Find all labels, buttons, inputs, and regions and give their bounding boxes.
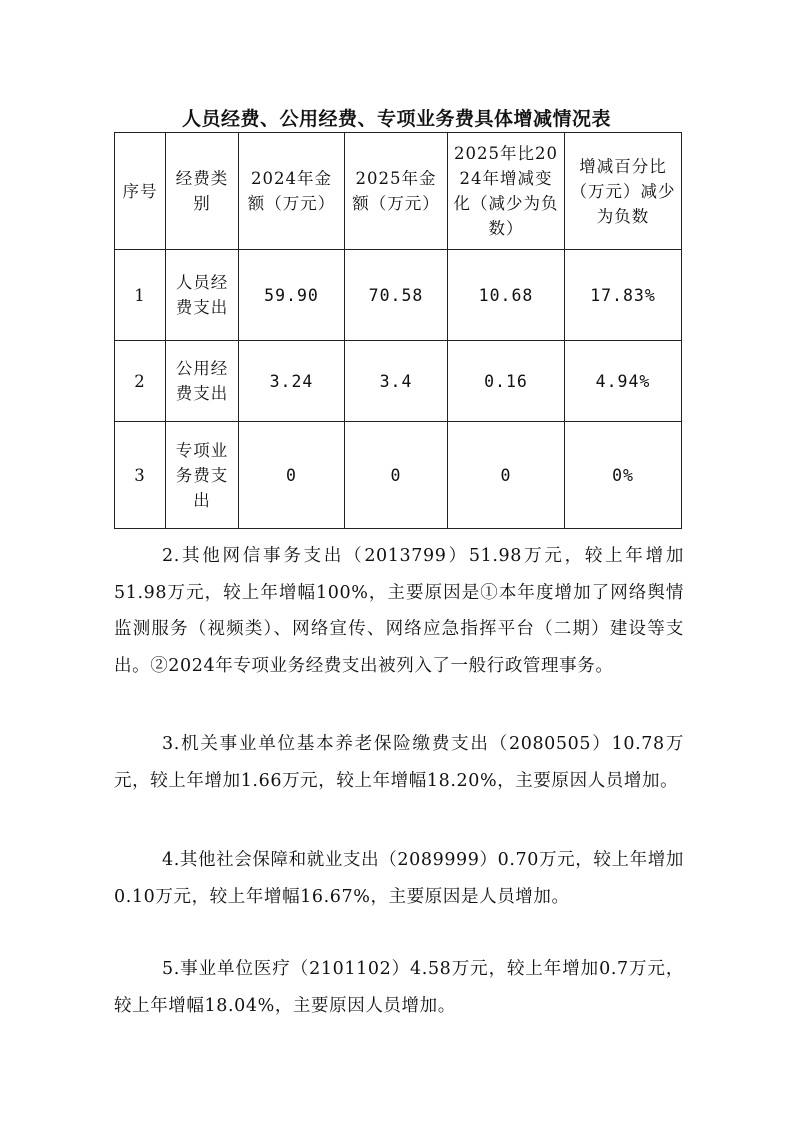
cell-amount-2024: 59.90	[239, 250, 345, 341]
paragraph-text: 5.事业单位医疗（2101102）4.58万元，较上年增加0.7万元，较上年增幅18.04%，主要原因人员增加。	[114, 959, 684, 1016]
cell-percent: 4.94%	[565, 341, 682, 422]
cell-amount-2025: 70.58	[345, 250, 448, 341]
cell-amount-2024: 0	[239, 422, 345, 529]
header-label: 2025年金额（万元）	[352, 169, 440, 213]
header-cell-change	[448, 133, 565, 250]
paragraph-text: 4.其他社会保障和就业支出（2089999）0.70万元，较上年增加0.10万元，较上年增幅16.67%，主要原因是人员增加。	[114, 850, 684, 907]
cell-no: 1	[115, 250, 166, 341]
cell-category: 人员经费支出	[166, 250, 239, 341]
cell-change: 10.68	[448, 250, 565, 341]
paragraph-item-5	[114, 951, 684, 1024]
table-row	[115, 250, 682, 341]
cell-percent: 17.83%	[565, 250, 682, 341]
table-row	[115, 341, 682, 422]
cell-category: 公用经费支出	[166, 341, 239, 422]
header-label: 2024年金额（万元）	[247, 169, 336, 213]
header-label: 2025年比2024年增减变化（减少为负数）	[453, 144, 559, 238]
cell-percent: 0%	[565, 422, 682, 529]
cell-category: 专项业务费支出	[166, 422, 239, 529]
cell-no: 2	[115, 341, 166, 422]
expense-table	[114, 132, 682, 529]
table-title: 人员经费、公用经费、专项业务费具体增减情况表	[181, 108, 611, 130]
paragraph-text: 2.其他网信事务支出（2013799）51.98万元，较上年增加51.98万元，较上年增幅100%，主要原因是①本年度增加了网络舆情监测服务（视频类）、网络宣传、网络应急指挥平台（二期）建设等支出。②2024年专项业务经费支出被列入了一般行政管理事务。	[114, 546, 684, 676]
cell-amount-2024: 3.24	[239, 341, 345, 422]
table-header-row	[115, 133, 682, 250]
paragraph-item-4	[114, 842, 684, 915]
cell-no: 3	[115, 422, 166, 529]
header-cell-category	[166, 133, 239, 250]
cell-amount-2025: 3.4	[345, 341, 448, 422]
cell-amount-2025: 0	[345, 422, 448, 529]
header-label: 经费类别	[175, 169, 229, 213]
header-cell-no	[115, 133, 166, 250]
header-label: 增减百分比（万元）减少为负数	[570, 156, 676, 226]
cell-change: 0.16	[448, 341, 565, 422]
header-cell-2025	[345, 133, 448, 250]
header-cell-percent	[565, 133, 682, 250]
paragraph-item-3	[114, 726, 684, 799]
paragraph-item-2	[114, 538, 684, 684]
header-cell-2024	[239, 133, 345, 250]
table-row	[115, 422, 682, 529]
header-label: 序号	[122, 181, 158, 201]
cell-change: 0	[448, 422, 565, 529]
paragraph-text: 3.机关事业单位基本养老保险缴费支出（2080505）10.78万元，较上年增加1.66万元，较上年增幅18.20%，主要原因人员增加。	[114, 734, 684, 791]
